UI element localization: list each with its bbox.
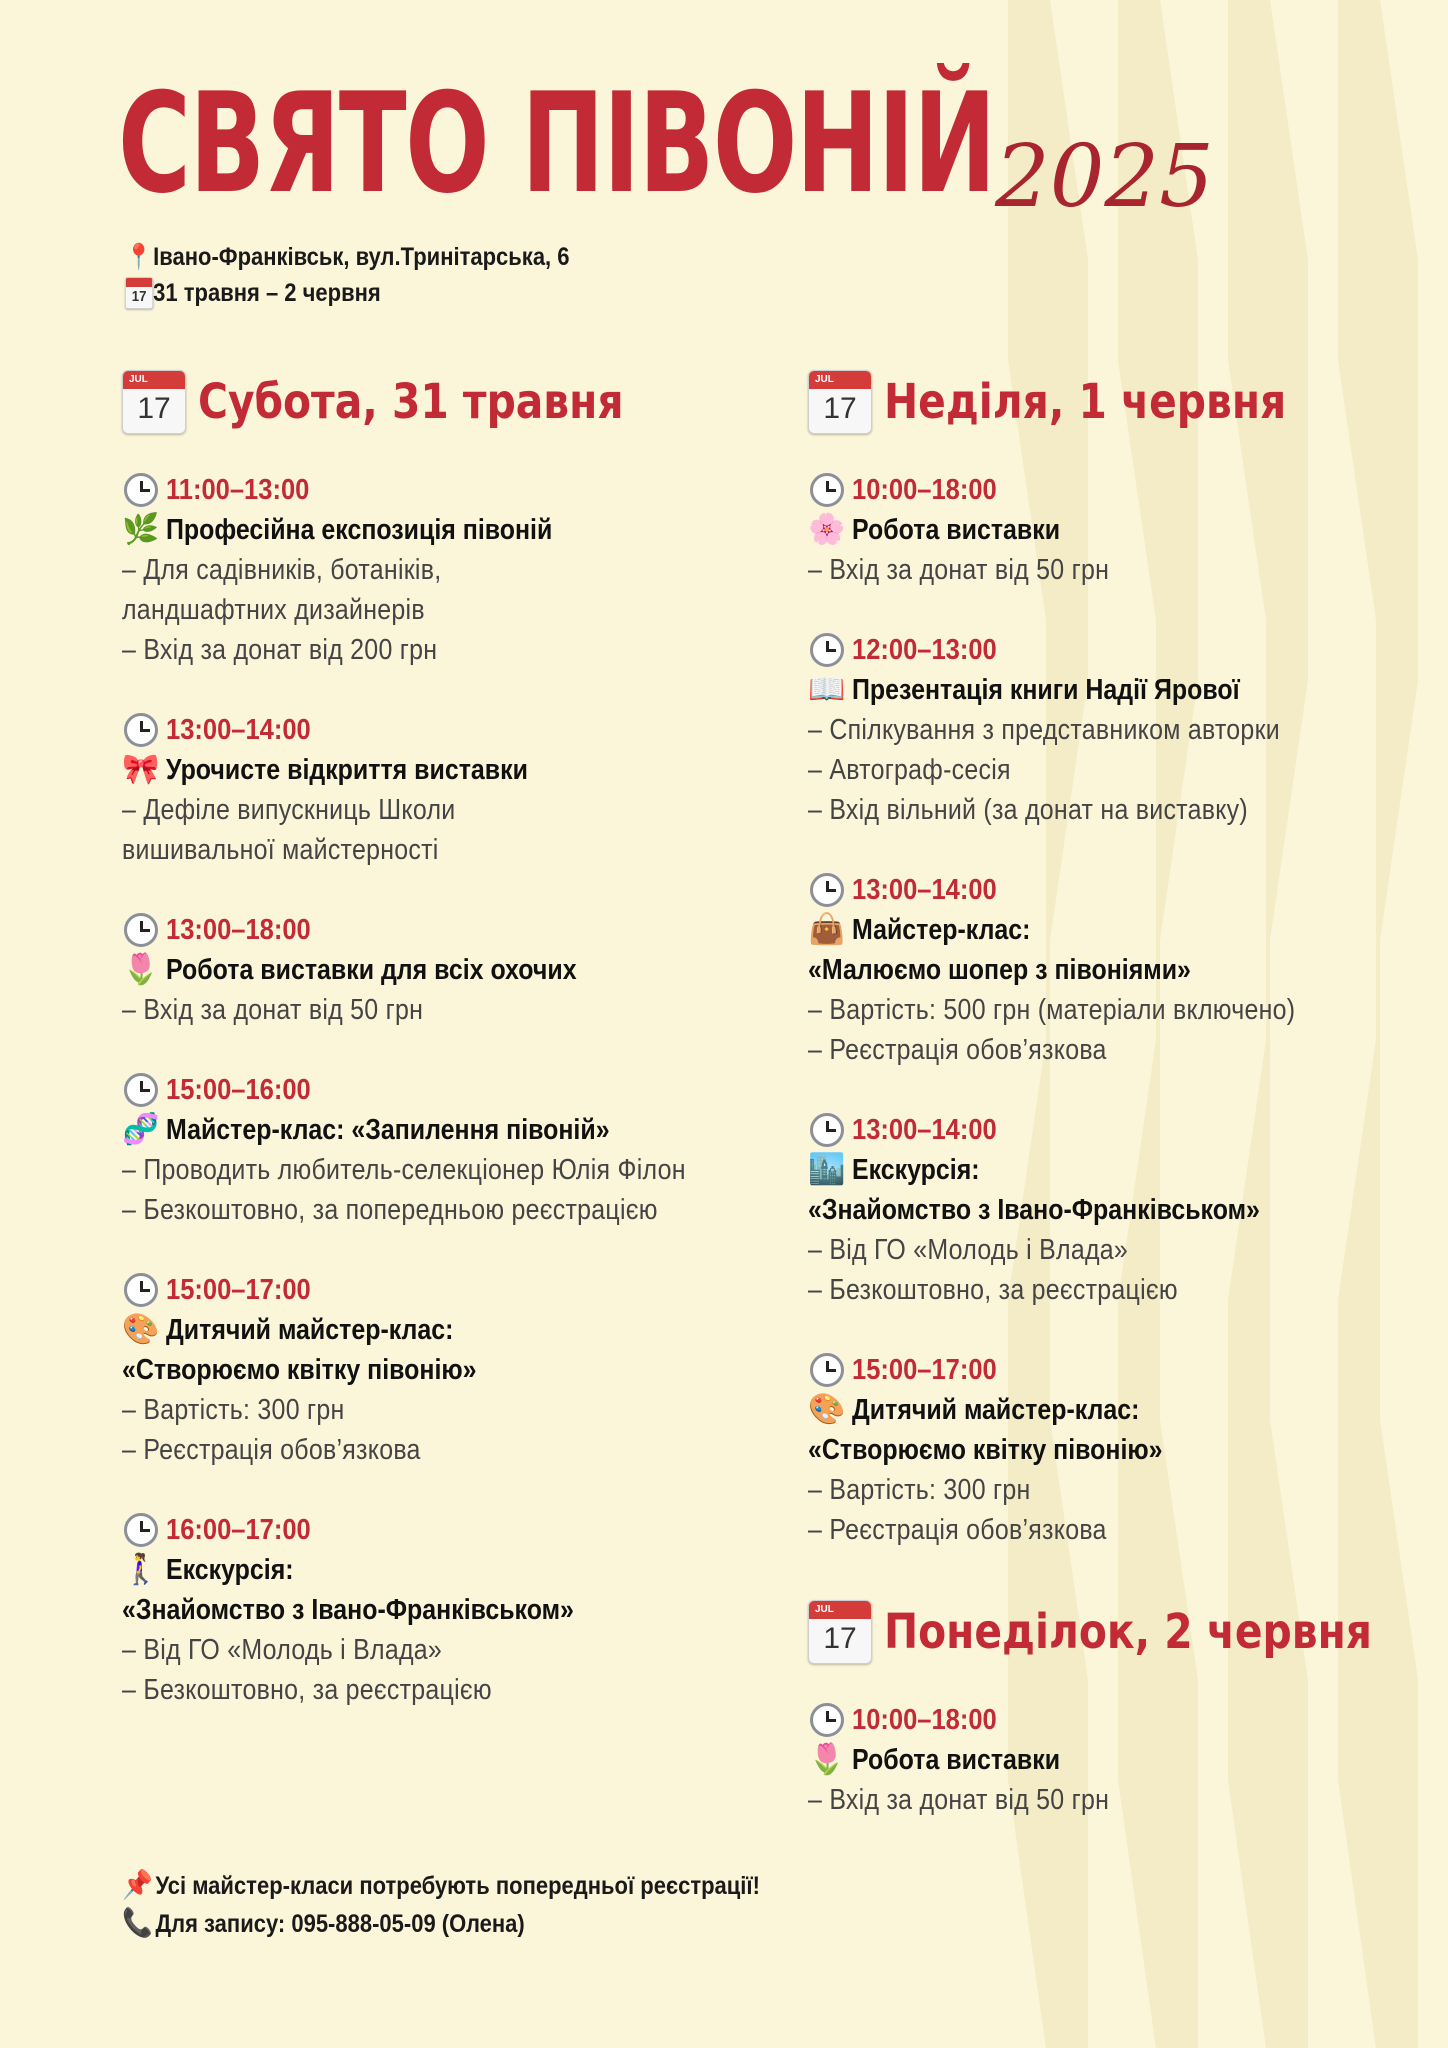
page-title: СВЯТО ПІВОНІЙ <box>118 63 995 224</box>
event-time: 15:00–16:00 <box>166 1074 311 1106</box>
event-item <box>808 1700 1158 1820</box>
address-line <box>125 243 570 272</box>
event-item <box>808 870 1375 1070</box>
event-time: 13:00–18:00 <box>166 914 311 946</box>
event-name-cont: «Створюємо квітку півонію» <box>122 1354 477 1386</box>
event-detail: – Від ГО «Молодь і Влада» <box>808 1234 1129 1266</box>
event-detail: – Вхід за донат від 50 грн <box>808 1784 1110 1816</box>
event-name: Майстер-клас: «Запилення півоній» <box>166 1114 610 1146</box>
event-item <box>122 910 643 1030</box>
clock-icon <box>810 1113 844 1147</box>
event-name-cont: «Створюємо квітку півонію» <box>808 1434 1163 1466</box>
day-header-saturday <box>122 370 699 434</box>
clock-icon <box>810 633 844 667</box>
event-icon: 🎨 <box>808 1393 846 1426</box>
event-detail: – Реєстрація обов’язкова <box>808 1034 1107 1066</box>
event-name: Урочисте відкриття виставки <box>166 754 528 786</box>
event-item <box>808 1350 1220 1550</box>
phone-icon: 📞 <box>122 1907 153 1938</box>
event-item <box>122 1070 778 1230</box>
event-detail: – Вхід за донат від 50 грн <box>122 994 424 1026</box>
clock-icon <box>810 1703 844 1737</box>
event-detail: – Від ГО «Молодь і Влада» <box>122 1634 443 1666</box>
event-detail: – Вхід вільний (за донат на виставку) <box>808 794 1248 826</box>
footer-phone <box>122 1906 525 1939</box>
event-icon: 🌷 <box>808 1743 846 1776</box>
event-time: 11:00–13:00 <box>166 474 310 506</box>
event-item <box>808 1110 1334 1310</box>
event-detail: – Дефіле випускниць Школи <box>122 794 456 826</box>
event-detail: – Безкоштовно, за попередньою реєстрацією <box>122 1194 658 1226</box>
year-label: 2025 <box>995 127 1214 227</box>
clock-icon <box>124 1273 158 1307</box>
event-icon: 👜 <box>808 913 846 946</box>
event-name: Професійна експозиція півоній <box>166 514 553 546</box>
event-detail: – Безкоштовно, за реєстрацією <box>122 1674 492 1706</box>
event-item <box>808 470 1158 590</box>
clock-icon <box>124 1073 158 1107</box>
event-icon: 🎀 <box>122 753 160 786</box>
event-time: 10:00–18:00 <box>852 1704 997 1736</box>
day-header-monday <box>808 1600 1448 1664</box>
event-icon: 🌷 <box>122 953 160 986</box>
event-name: Робота виставки <box>852 514 1061 546</box>
pin-icon: 📍 <box>125 243 153 271</box>
event-detail: – Вартість: 300 грн <box>122 1394 345 1426</box>
event-item <box>122 470 615 670</box>
event-icon: 🌸 <box>808 513 846 546</box>
event-time: 15:00–17:00 <box>852 1354 997 1386</box>
event-icon: 📖 <box>808 673 846 706</box>
event-time: 13:00–14:00 <box>166 714 311 746</box>
calendar-icon: JUL 17 <box>808 370 872 434</box>
calendar-icon: JUL 17 <box>808 1600 872 1664</box>
event-detail: вишивальної майстерності <box>122 834 439 866</box>
day-header-sunday <box>808 370 1357 434</box>
event-detail: – Автограф-сесія <box>808 754 1011 786</box>
footer-phone-text: Для запису: 095-888-05-09 (Олена) <box>155 1910 525 1938</box>
event-name: Презентація книги Надії Ярової <box>852 674 1240 706</box>
event-time: 16:00–17:00 <box>166 1514 311 1546</box>
clock-icon <box>124 473 158 507</box>
event-detail: – Реєстрація обов’язкова <box>808 1514 1107 1546</box>
event-detail: – Реєстрація обов’язкова <box>122 1434 421 1466</box>
event-icon: 🚶‍♀️ <box>122 1553 160 1586</box>
calendar-icon: JUL 17 <box>122 370 186 434</box>
day-title: Субота, 31 травня <box>198 374 624 430</box>
event-item <box>122 710 587 870</box>
event-detail: ландшафтних дизайнерів <box>122 594 425 626</box>
event-name-cont: «Малюємо шопер з півоніями» <box>808 954 1191 986</box>
event-detail: – Вхід за донат від 50 грн <box>808 554 1110 586</box>
event-detail: – Безкоштовно, за реєстрацією <box>808 1274 1178 1306</box>
event-item <box>808 630 1357 830</box>
event-icon: 🌿 <box>122 513 160 546</box>
event-name: Екскурсія: <box>166 1554 294 1586</box>
event-item <box>122 1270 534 1470</box>
event-time: 10:00–18:00 <box>852 474 997 506</box>
event-detail: – Вартість: 500 грн (матеріали включено) <box>808 994 1296 1026</box>
event-detail: – Вартість: 300 грн <box>808 1474 1031 1506</box>
event-detail: – Проводить любитель-селекціонер Юлія Філон <box>122 1154 686 1186</box>
event-name: Дитячий майстер-клас: <box>852 1394 1140 1426</box>
event-name: Робота виставки <box>852 1744 1061 1776</box>
clock-icon <box>810 873 844 907</box>
event-detail: – Спілкування з представником авторки <box>808 714 1280 746</box>
event-icon: 🎨 <box>122 1313 160 1346</box>
day-title: Неділя, 1 червня <box>884 374 1287 430</box>
day-title: Понеділок, 2 червня <box>884 1604 1372 1660</box>
dates-text: 31 травня – 2 червня <box>153 278 381 307</box>
clock-icon <box>810 473 844 507</box>
clock-icon <box>124 1513 158 1547</box>
event-time: 15:00–17:00 <box>166 1274 311 1306</box>
event-name: Екскурсія: <box>852 1154 980 1186</box>
event-name: Робота виставки для всіх охочих <box>166 954 577 986</box>
event-item <box>122 1510 648 1710</box>
clock-icon <box>124 713 158 747</box>
footer-note <box>122 1868 760 1901</box>
address-text: Івано-Франківськ, вул.Тринітарська, 6 <box>153 243 570 271</box>
footer-note-text: Усі майстер-класи потребують попередньої реєстрації! <box>155 1872 760 1900</box>
event-icon: 🧬 <box>122 1113 160 1146</box>
event-name-cont: «Знайомство з Івано-Франківськом» <box>122 1594 574 1626</box>
event-time: 13:00–14:00 <box>852 1114 997 1146</box>
event-detail: – Для садівників, ботаніків, <box>122 554 442 586</box>
pushpin-icon: 📌 <box>122 1869 153 1900</box>
clock-icon <box>124 913 158 947</box>
clock-icon <box>810 1353 844 1387</box>
dates-line <box>125 277 381 309</box>
event-name: Дитячий майстер-клас: <box>166 1314 454 1346</box>
event-name: Майстер-клас: <box>852 914 1031 946</box>
event-icon: 🏙️ <box>808 1153 846 1186</box>
event-time: 13:00–14:00 <box>852 874 997 906</box>
event-time: 12:00–13:00 <box>852 634 997 666</box>
calendar-icon: 17 <box>125 277 153 309</box>
event-detail: – Вхід за донат від 200 грн <box>122 634 438 666</box>
event-name-cont: «Знайомство з Івано-Франківськом» <box>808 1194 1260 1226</box>
